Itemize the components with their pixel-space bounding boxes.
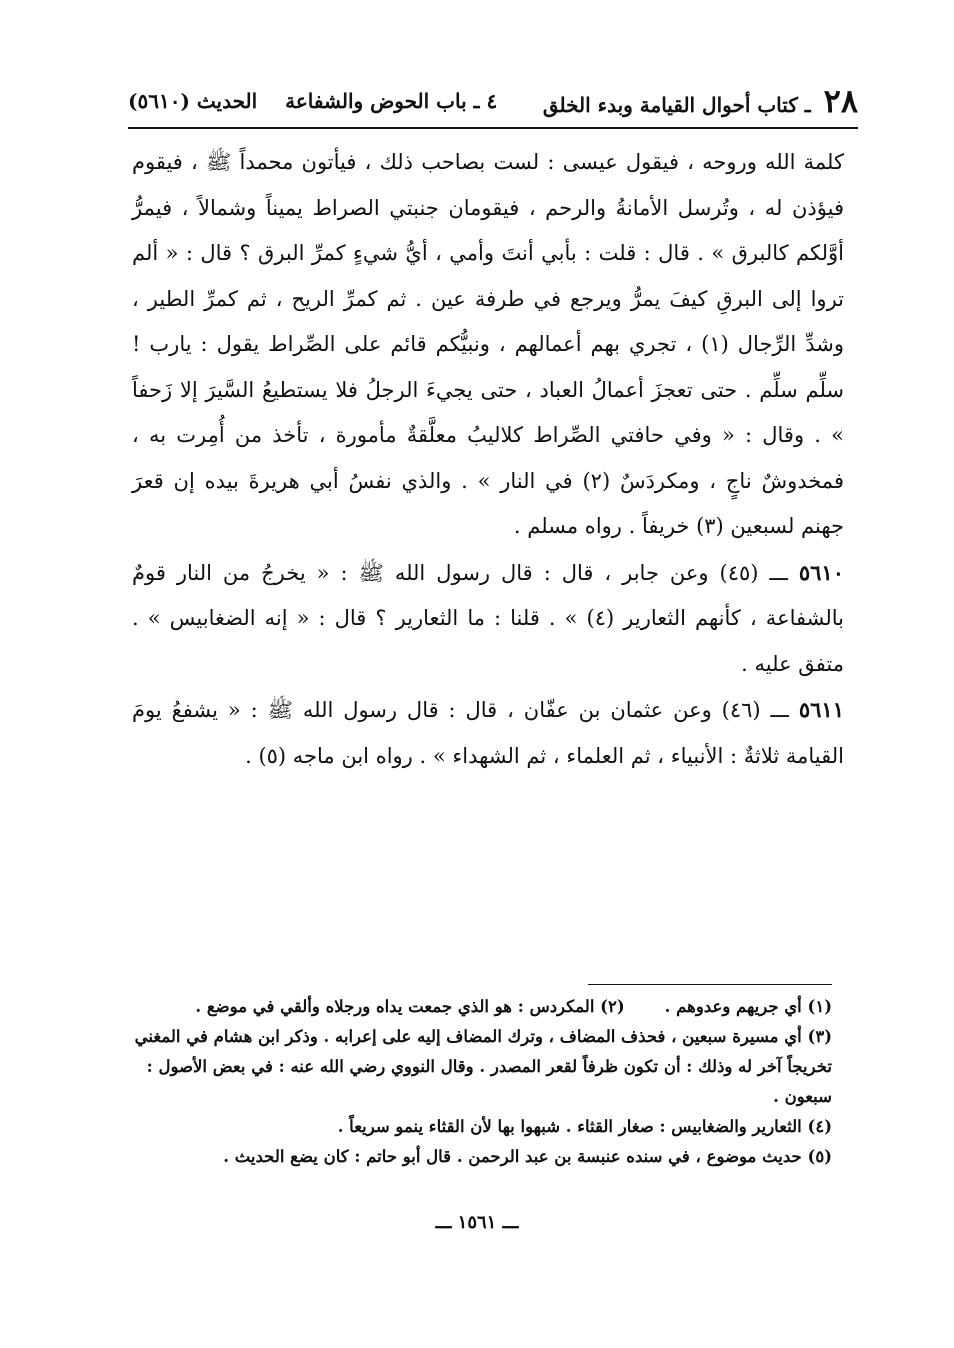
header-chapter-group (128, 89, 497, 113)
main-text (132, 140, 844, 779)
entry-text: ـــ (٤٥) وعن جابر ، قال : قال رسول الله ﷺ : « يخرجُ من النار قومٌ بالشفاعة ، كأنهم الثعارير (٤) » . قلنا : ما الثعارير ؟ قال : « إنه الضغابيس » . متفق عليه . (132, 560, 844, 676)
header-title-group (543, 82, 858, 120)
running-header (128, 78, 858, 124)
hadith-entry-5610 (132, 550, 844, 688)
footnote-5: (٥) حديث موضوع ، في سنده عنبسة بن عبد الرحمن . قال أبو حاتم : كان يضع الحديث . (223, 1147, 832, 1166)
entry-number: ٥٦١٠ (798, 559, 844, 585)
footnotes (132, 992, 832, 1172)
header-chapter: ٤ ـ باب الحوض والشفاعة (285, 89, 498, 113)
paragraph-continuation: كلمة الله وروحه ، فيقول عيسى : لست بصاحب ذلك ، فيأتون محمداً ﷺ ، فيقوم فيؤذن له ، وتُرسل الأمانةُ والرحم ، فيقومان جنبتي الصراط يميناً وشمالاً ، فيمرُّ أوَّلكم كالبرق » . قال : قلت : بأبي أنتَ وأمي ، أيُّ شيءٍ كمرِّ البرق ؟ قال : « ألم تروا إلى البرقِ كيفَ يمرُّ ويرجع في طرفة عين . ثم كمرِّ الريح ، ثم كمرِّ الطير ، وشدِّ الرِّجال (١) ، تجري بهم أعمالهم ، ونبيُّكم قائم على الصِّراط يقول : يارب ! سلِّم سلِّم . حتى تعجزَ أعمالُ العباد ، حتى يجيءَ الرجلُ فلا يستطيعُ السَّيرَ إلا زَحفاً » . وقال : « وفي حافتي الصِّراط كلاليبُ معلَّقةٌ مأمورة ، تأخذ من أُمِرت به ، فمخدوشٌ ناجٍ ، ومكردَسٌ (٢) في النار » . والذي نفسُ أبي هريرةَ بيده إن قعرَ جهنم لسبعين (٣) خريفاً . رواه مسلم . (132, 150, 844, 538)
header-page-number: ٢٨ (823, 82, 858, 120)
footnote-4: (٤) الثعارير والضغابيس : صغار القثاء . شبهوا بها لأن القثاء ينمو سريعاً . (337, 1117, 832, 1136)
footnote-separator (588, 984, 832, 985)
header-book-title: ـ كتاب أحوال القيامة وبدء الخلق (542, 93, 811, 117)
footnote-3: (٣) أي مسيرة سبعين ، فحذف المضاف ، وترك المضاف إليه على إعرابه . وذكر ابن هشام في المغني تخريجاً آخر له وذلك : أن تكون ظرفاً لقعر المصدر . وقال النووي رضي الله عنه : في بعض الأصول : سبعون . (134, 1027, 832, 1106)
entry-text: ـــ (٤٦) وعن عثمان بن عفّان ، قال : قال رسول الله ﷺ : « يشفعُ يومَ القيامة ثلاثةٌ : الأنبياء ، ثم العلماء ، ثم الشهداء » . رواه ابن ماجه (٥) . (132, 698, 844, 768)
hadith-entry-5611 (132, 687, 844, 779)
footnote-1: (١) أي جريهم وعدوهم . (664, 997, 832, 1016)
header-rule (128, 127, 858, 129)
footnote-row-1-2 (132, 992, 832, 1022)
header-hadith-ref: الحديث (٥٦١٠) (128, 89, 258, 113)
footer-page-number: ـــ ١٥٦١ ـــ (435, 1212, 519, 1233)
footnote-2: (٢) المكردس : هو الذي جمعت يداه ورجلاه وألقي في موضع . (195, 997, 625, 1016)
entry-number: ٥٦١١ (798, 697, 844, 722)
